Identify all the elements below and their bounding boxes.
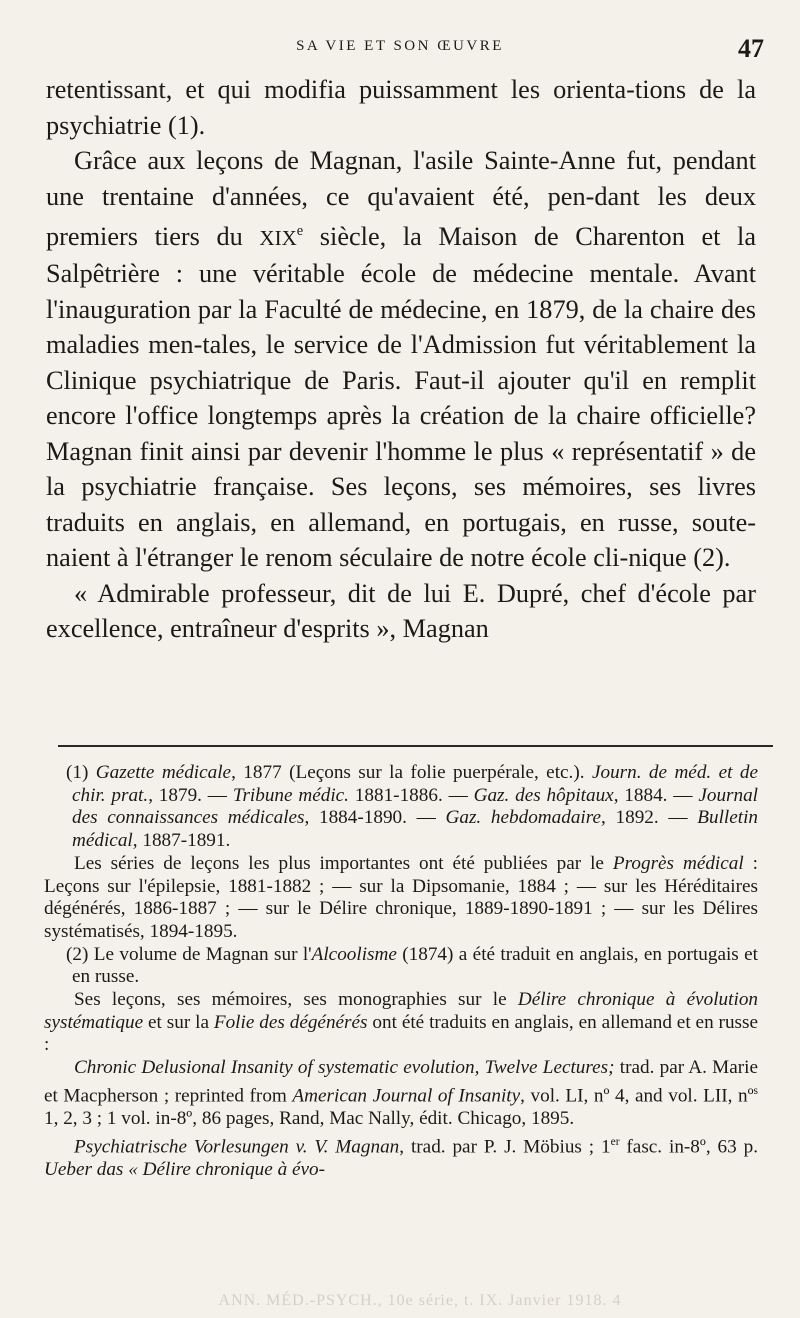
text-run: (1874) a été traduit en anglais, en portugais et en russe.: [72, 943, 758, 988]
footnote-ref-1: (1): [167, 110, 199, 140]
citation-title: Journal des connaissances médicales: [72, 784, 759, 829]
text-run: ont été traduits en anglais, en allemand et en russe :: [44, 1011, 758, 1056]
text-run: retentissant, et qui modifia puissamment les orienta-tions de la psychiatrie: [46, 75, 756, 140]
footnotes: [44, 762, 758, 1181]
text-run: et sur la: [143, 1011, 214, 1033]
text-run: .: [723, 543, 731, 573]
footnote-ref-2: (2): [693, 543, 724, 573]
text-run: (2) Le volume de Magnan sur l': [66, 943, 312, 965]
footnote-2-translation-english: [44, 1057, 758, 1131]
text-run: , 1884. —: [613, 784, 699, 806]
running-head: SA VIE ET SON ŒUVRE: [296, 38, 504, 54]
citation-title: Gaz. des hôpitaux: [473, 784, 614, 806]
bleed-through-footer: ANN. MÉD.-PSYCH., 10e série, t. IX. Janvier 1918. 4: [218, 1292, 622, 1309]
citation-title: Psychiatrische Vorlesungen v. V. Magnan: [74, 1136, 400, 1158]
citation-title: Alcoolisme: [311, 943, 397, 965]
paragraph-3: « Admirable professeur, dit de lui E. Dupré, chef d'école par excellence, entraîneur d'esprits », Magnan: [46, 578, 756, 644]
citation-title: Tribune médic.: [232, 784, 349, 806]
citation-title: Gaz. hebdomadaire: [445, 807, 602, 829]
citation-title: Ueber das « Délire chronique à évo-: [44, 1158, 325, 1180]
citation-title: Progrès médical: [612, 852, 744, 874]
footnote-2: [66, 943, 758, 989]
citation-title: Gazette médicale: [95, 762, 232, 783]
citation-title: Bulletin médical: [72, 807, 758, 852]
footnote-1-continued: [44, 853, 758, 944]
text-run: siècle, la Maison de Charenton et la Salpêtrière : une véritable école de médecine mentale. Avant l'inauguration par la Faculté de médecine, en 1879, de la chaire des maladies men-tales, le service de l'Admission fut véritablement la Clinique psychiatrique de Paris. Faut-il ajouter qu'il en remplit encore l'office longtemps après la création de la chaire officielle? Magnan finit ainsi par devenir l'homme le plus « représentatif » de la psychiatrie française. Ses leçons, ses mémoires, ses livres traduits en anglais, en allemand, en portugais, en russe, soute-naient à l'étranger le renom séculaire de notre école cli-nique: [46, 221, 757, 573]
superscript: s: [753, 1084, 758, 1097]
text-run: fasc. in-8º, 63 p.: [619, 1136, 759, 1158]
main-text: [46, 72, 756, 647]
text-run: Ses leçons, ses mémoires, ses monographies sur le: [74, 989, 518, 1011]
superscript: e: [296, 223, 304, 239]
century-numeral: XIX: [259, 225, 297, 250]
footnote-2-continued: [44, 989, 758, 1057]
citation-title: Délire chronique à évolution systématique: [44, 989, 759, 1033]
text-run: , trad. par P. J. Möbius ; 1: [399, 1136, 611, 1158]
text-run: , 1884-1890. —: [304, 807, 446, 829]
text-run: : Leçons sur l'épilepsie, 1881-1882 ; — sur la Dipsomanie, 1884 ; — sur les Héréditaires dégénérés, 1886-1887 ; — sur le Délire chronique, 1889-1890-1891 ; — sur les Délires systématisés, 1894-1895.: [44, 852, 758, 942]
footnote-1: [66, 762, 759, 853]
text-run: Grâce aux leçons de Magnan, l'asile Sainte-Anne fut, pendant une trentaine d'années, ce qu'avaient été, pen-dant les deux premiers tiers du: [46, 146, 756, 251]
page-number: 47: [738, 34, 764, 63]
footnote-number: (1): [66, 762, 96, 783]
citation-title: Folie des dégénérés: [213, 1011, 368, 1033]
text-run: , vol. LI, nº 4, and vol. LII, nº: [520, 1085, 754, 1107]
text-run: , 1877 (Leçons sur la folie puerpérale, etc.).: [231, 762, 592, 783]
citation-title: Chronic Delusional Insanity of systematic evolution, Twelve Lectures;: [74, 1057, 615, 1079]
text-run: 1881-1886. —: [348, 784, 474, 806]
paragraph-1: [46, 72, 756, 143]
superscript: er: [610, 1135, 620, 1148]
footnote-2-translation-german: [44, 1131, 758, 1182]
text-run: , 1879. —: [148, 784, 233, 806]
text-run: .: [198, 110, 206, 140]
citation-title: Journ. de méd. et de chir. prat.: [72, 762, 759, 806]
text-run: , 1892. —: [601, 807, 698, 829]
text-run: , 1887-1891.: [132, 830, 231, 852]
text-run: Les séries de leçons les plus importantes ont été publiées par le: [74, 852, 613, 874]
paragraph-2: [46, 143, 756, 576]
footnote-divider: [58, 745, 773, 747]
text-run: 1, 2, 3 ; 1 vol. in-8º, 86 pages, Rand, Mac Nally, édit. Chicago, 1895.: [44, 1107, 575, 1129]
citation-title: American Journal of Insanity: [292, 1085, 521, 1107]
page-header: [0, 34, 800, 64]
text-run: trad. par A. Marie et Macpherson ; reprinted from: [44, 1057, 758, 1107]
